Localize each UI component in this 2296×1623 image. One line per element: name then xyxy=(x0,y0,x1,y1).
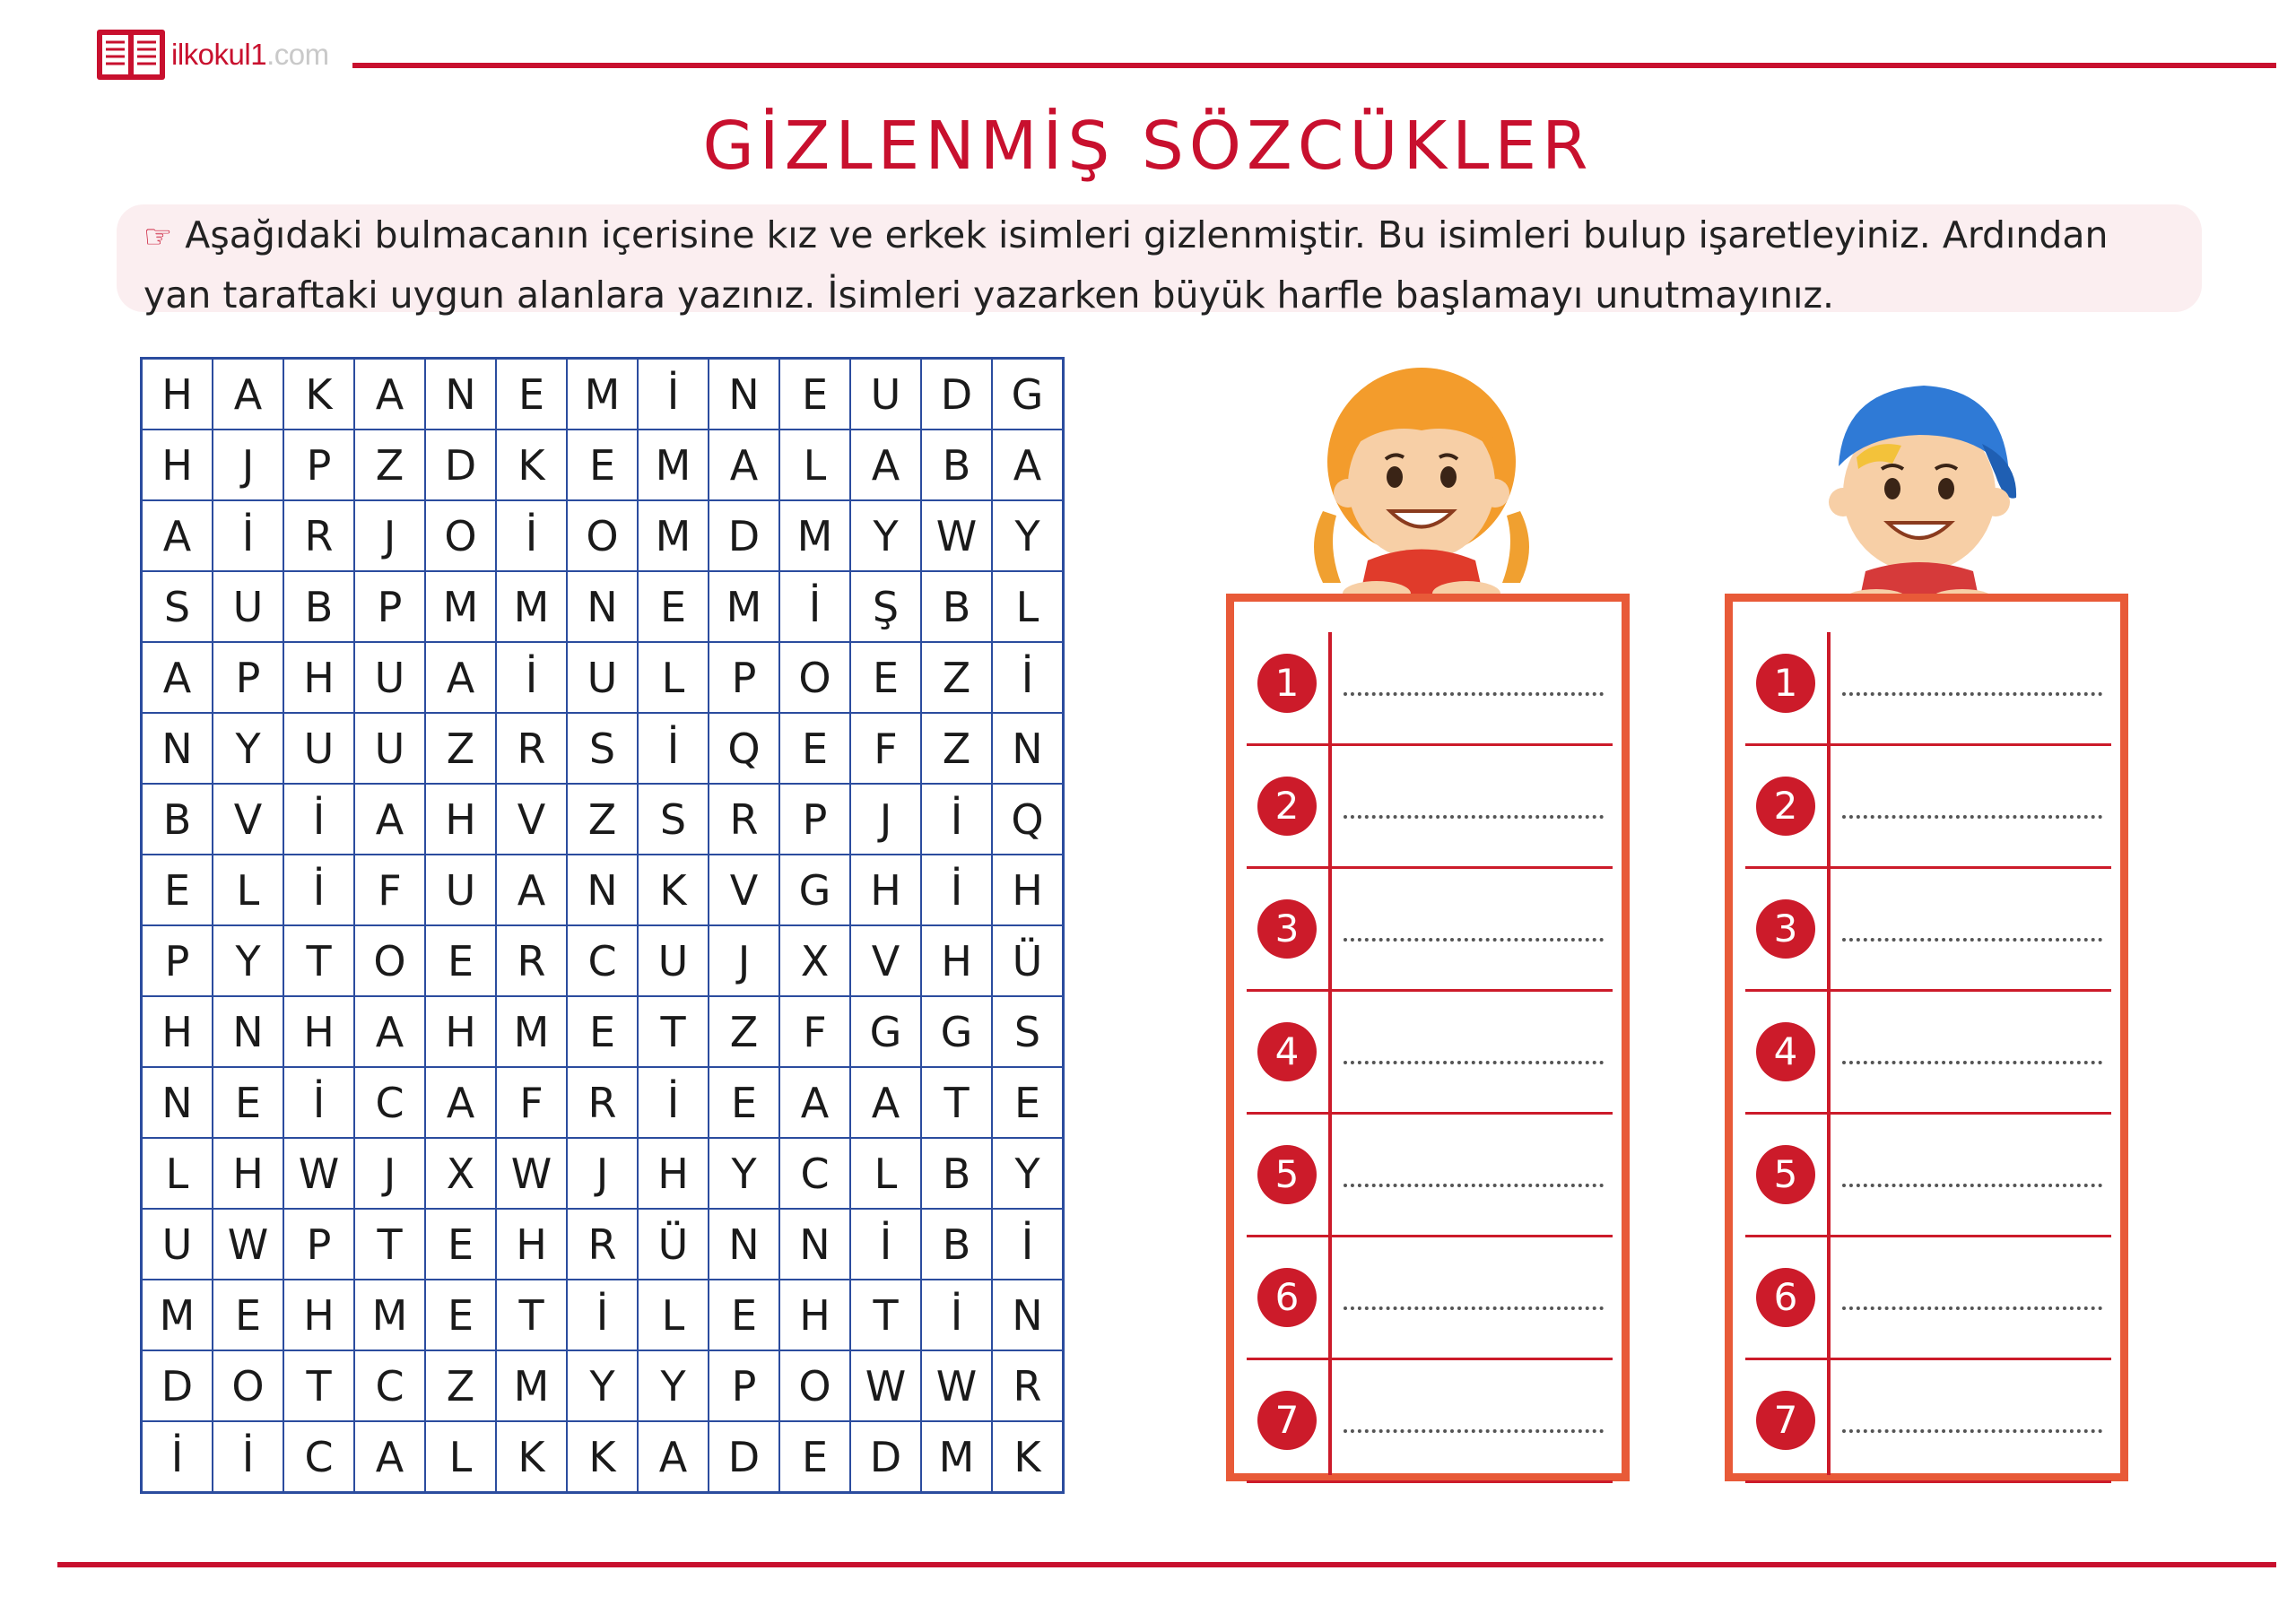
grid-cell[interactable]: U xyxy=(213,571,283,642)
grid-cell[interactable]: O xyxy=(567,500,638,571)
grid-cell[interactable]: Y xyxy=(567,1350,638,1421)
boy-answer-row xyxy=(1733,1115,2120,1237)
pointing-hand-icon: ☞ xyxy=(144,219,173,256)
grid-cell[interactable]: C xyxy=(354,1067,425,1138)
grid-cell[interactable]: K xyxy=(638,855,709,925)
grid-cell[interactable]: M xyxy=(496,1350,567,1421)
row-number-badge: 5 xyxy=(1756,1145,1815,1204)
girl-answer-row xyxy=(1234,870,1622,992)
grid-cell[interactable]: İ xyxy=(638,359,709,430)
row-number-badge: 7 xyxy=(1257,1391,1317,1450)
grid-cell[interactable]: İ xyxy=(142,1421,213,1493)
grid-cell[interactable]: P xyxy=(779,784,850,855)
grid-cell[interactable]: C xyxy=(567,925,638,996)
grid-cell[interactable]: O xyxy=(213,1350,283,1421)
grid-cell[interactable]: W xyxy=(283,1138,354,1209)
grid-cell[interactable]: R xyxy=(567,1209,638,1280)
boy-names-panel xyxy=(1725,594,2128,1481)
grid-cell[interactable]: B xyxy=(921,1138,992,1209)
grid-cell[interactable]: A xyxy=(425,642,496,713)
grid-cell[interactable]: L xyxy=(992,571,1064,642)
grid-cell[interactable]: L xyxy=(425,1421,496,1493)
grid-row xyxy=(142,855,1064,925)
grid-cell[interactable]: H xyxy=(283,642,354,713)
girl-answer-row xyxy=(1234,993,1622,1115)
grid-cell[interactable]: Ü xyxy=(638,1209,709,1280)
answer-blank[interactable] xyxy=(1842,692,2102,696)
grid-row xyxy=(142,571,1064,642)
row-number-badge: 3 xyxy=(1756,899,1815,959)
grid-cell[interactable]: J xyxy=(850,784,921,855)
grid-cell[interactable]: U xyxy=(283,713,354,784)
grid-cell[interactable]: İ xyxy=(496,642,567,713)
grid-cell[interactable]: V xyxy=(850,925,921,996)
girl-illustration xyxy=(1305,359,1538,601)
grid-cell[interactable]: M xyxy=(638,500,709,571)
grid-cell[interactable]: W xyxy=(213,1209,283,1280)
grid-cell[interactable]: N xyxy=(992,1280,1064,1350)
grid-cell[interactable]: A xyxy=(354,359,425,430)
answer-blank[interactable] xyxy=(1344,1061,1604,1064)
grid-cell[interactable]: H xyxy=(921,925,992,996)
grid-row xyxy=(142,430,1064,500)
grid-cell[interactable]: D xyxy=(425,430,496,500)
grid-cell[interactable]: H xyxy=(283,1280,354,1350)
grid-cell[interactable]: Y xyxy=(638,1350,709,1421)
logo-tld: .com xyxy=(266,38,329,71)
grid-cell[interactable]: G xyxy=(779,855,850,925)
grid-row xyxy=(142,1209,1064,1280)
grid-cell[interactable]: H xyxy=(142,430,213,500)
answer-blank[interactable] xyxy=(1842,1306,2102,1310)
grid-cell[interactable]: F xyxy=(496,1067,567,1138)
grid-cell[interactable]: J xyxy=(709,925,779,996)
grid-cell[interactable]: R xyxy=(709,784,779,855)
grid-cell[interactable]: İ xyxy=(921,1280,992,1350)
grid-cell[interactable]: Y xyxy=(213,713,283,784)
grid-cell[interactable]: Y xyxy=(992,500,1064,571)
row-separator xyxy=(1247,1112,1613,1115)
grid-cell[interactable]: N xyxy=(709,1209,779,1280)
grid-cell[interactable]: R xyxy=(496,713,567,784)
grid-row xyxy=(142,784,1064,855)
grid-cell[interactable]: T xyxy=(283,925,354,996)
grid-cell[interactable]: L xyxy=(142,1138,213,1209)
logo-text xyxy=(171,38,329,72)
grid-row xyxy=(142,996,1064,1067)
logo-brand: ilkokul1 xyxy=(171,38,267,71)
grid-cell[interactable]: A xyxy=(142,500,213,571)
grid-cell[interactable]: J xyxy=(354,500,425,571)
row-separator xyxy=(1247,989,1613,992)
grid-cell[interactable]: T xyxy=(638,996,709,1067)
grid-cell[interactable]: Q xyxy=(709,713,779,784)
grid-cell[interactable]: A xyxy=(354,784,425,855)
grid-cell[interactable]: İ xyxy=(992,642,1064,713)
row-number-badge: 3 xyxy=(1257,899,1317,959)
grid-cell[interactable]: E xyxy=(779,713,850,784)
row-number-badge: 6 xyxy=(1257,1268,1317,1327)
row-separator xyxy=(1745,989,2111,992)
grid-cell[interactable]: L xyxy=(213,855,283,925)
grid-row xyxy=(142,642,1064,713)
grid-cell[interactable]: E xyxy=(779,1421,850,1493)
grid-row xyxy=(142,1280,1064,1350)
girl-answer-row xyxy=(1234,1361,1622,1483)
grid-cell[interactable]: C xyxy=(354,1350,425,1421)
grid-row xyxy=(142,1138,1064,1209)
answer-blank[interactable] xyxy=(1842,815,2102,819)
boy-answer-row xyxy=(1733,1361,2120,1483)
grid-cell[interactable]: N xyxy=(779,1209,850,1280)
grid-cell[interactable]: N xyxy=(567,571,638,642)
grid-cell[interactable]: H xyxy=(425,784,496,855)
grid-cell[interactable]: P xyxy=(709,1350,779,1421)
grid-cell[interactable]: A xyxy=(496,855,567,925)
row-number-badge: 6 xyxy=(1756,1268,1815,1327)
row-separator xyxy=(1745,866,2111,869)
grid-cell[interactable]: İ xyxy=(283,855,354,925)
grid-row xyxy=(142,1350,1064,1421)
site-logo[interactable] xyxy=(94,23,354,86)
grid-cell[interactable]: T xyxy=(921,1067,992,1138)
grid-cell[interactable]: B xyxy=(921,1209,992,1280)
grid-cell[interactable]: R xyxy=(992,1350,1064,1421)
grid-cell[interactable]: H xyxy=(992,855,1064,925)
grid-cell[interactable]: V xyxy=(496,784,567,855)
grid-cell[interactable]: A xyxy=(354,996,425,1067)
grid-cell[interactable]: U xyxy=(567,642,638,713)
grid-cell[interactable]: İ xyxy=(850,1209,921,1280)
answer-blank[interactable] xyxy=(1842,1061,2102,1064)
grid-row xyxy=(142,500,1064,571)
grid-cell[interactable]: J xyxy=(213,430,283,500)
grid-cell[interactable]: M xyxy=(567,359,638,430)
grid-cell[interactable]: S xyxy=(567,713,638,784)
grid-cell[interactable]: S xyxy=(142,571,213,642)
grid-cell[interactable]: İ xyxy=(213,500,283,571)
grid-cell[interactable]: Z xyxy=(425,713,496,784)
grid-cell[interactable]: T xyxy=(283,1350,354,1421)
answer-blank[interactable] xyxy=(1842,1429,2102,1433)
grid-row xyxy=(142,1067,1064,1138)
grid-cell[interactable]: E xyxy=(213,1280,283,1350)
grid-cell[interactable]: A xyxy=(992,430,1064,500)
top-divider xyxy=(352,63,2276,68)
grid-cell[interactable]: F xyxy=(354,855,425,925)
grid-cell[interactable]: L xyxy=(779,430,850,500)
boy-answer-row xyxy=(1733,624,2120,746)
answer-blank[interactable] xyxy=(1344,1184,1604,1187)
grid-cell[interactable]: A xyxy=(709,430,779,500)
grid-cell[interactable]: P xyxy=(709,642,779,713)
grid-cell[interactable]: M xyxy=(496,571,567,642)
grid-cell[interactable]: K xyxy=(496,1421,567,1493)
girl-names-panel xyxy=(1226,594,1630,1481)
grid-cell[interactable]: G xyxy=(992,359,1064,430)
row-number-badge: 7 xyxy=(1756,1391,1815,1450)
grid-cell[interactable]: E xyxy=(425,1280,496,1350)
grid-cell[interactable]: L xyxy=(850,1138,921,1209)
row-number-badge: 4 xyxy=(1257,1022,1317,1081)
grid-cell[interactable]: R xyxy=(496,925,567,996)
row-separator xyxy=(1247,1480,1613,1483)
grid-cell[interactable]: V xyxy=(213,784,283,855)
grid-cell[interactable]: N xyxy=(142,713,213,784)
grid-cell[interactable]: T xyxy=(496,1280,567,1350)
grid-cell[interactable]: J xyxy=(567,1138,638,1209)
answer-blank[interactable] xyxy=(1344,815,1604,819)
bottom-divider xyxy=(57,1562,2276,1567)
grid-cell[interactable]: K xyxy=(992,1421,1064,1493)
grid-cell[interactable]: N xyxy=(213,996,283,1067)
row-separator xyxy=(1745,743,2111,746)
grid-cell[interactable]: K xyxy=(283,359,354,430)
grid-cell[interactable]: S xyxy=(638,784,709,855)
grid-cell[interactable]: A xyxy=(213,359,283,430)
grid-cell[interactable]: F xyxy=(779,996,850,1067)
row-separator xyxy=(1745,1112,2111,1115)
grid-cell[interactable]: M xyxy=(425,571,496,642)
answer-blank[interactable] xyxy=(1842,938,2102,942)
answer-blank[interactable] xyxy=(1842,1184,2102,1187)
grid-cell[interactable]: E xyxy=(850,642,921,713)
row-number-badge: 2 xyxy=(1756,777,1815,836)
grid-cell[interactable]: P xyxy=(283,1209,354,1280)
grid-cell[interactable]: A xyxy=(850,1067,921,1138)
grid-cell[interactable]: E xyxy=(709,1280,779,1350)
grid-cell[interactable]: T xyxy=(354,1209,425,1280)
grid-cell[interactable]: A xyxy=(638,1421,709,1493)
row-separator xyxy=(1745,1358,2111,1360)
grid-cell[interactable]: Z xyxy=(425,1350,496,1421)
word-search-grid[interactable] xyxy=(140,357,1065,1494)
grid-cell[interactable]: Z xyxy=(921,713,992,784)
row-number-badge: 4 xyxy=(1756,1022,1815,1081)
grid-cell[interactable]: U xyxy=(354,642,425,713)
boy-answer-row xyxy=(1733,870,2120,992)
grid-cell[interactable]: P xyxy=(354,571,425,642)
grid-cell[interactable]: B xyxy=(921,571,992,642)
grid-cell[interactable]: Z xyxy=(567,784,638,855)
grid-cell[interactable]: R xyxy=(283,500,354,571)
grid-cell[interactable]: X xyxy=(779,925,850,996)
grid-cell[interactable]: E xyxy=(567,996,638,1067)
answer-blank[interactable] xyxy=(1344,1429,1604,1433)
grid-cell[interactable]: İ xyxy=(779,571,850,642)
grid-cell[interactable]: V xyxy=(709,855,779,925)
grid-cell[interactable]: Z xyxy=(921,642,992,713)
row-separator xyxy=(1745,1480,2111,1483)
row-number-badge: 1 xyxy=(1257,654,1317,713)
grid-cell[interactable]: K xyxy=(496,430,567,500)
grid-cell[interactable]: O xyxy=(354,925,425,996)
grid-cell[interactable]: H xyxy=(638,1138,709,1209)
grid-cell[interactable]: E xyxy=(779,359,850,430)
grid-cell[interactable]: N xyxy=(142,1067,213,1138)
grid-cell[interactable]: Y xyxy=(709,1138,779,1209)
grid-cell[interactable]: D xyxy=(709,500,779,571)
grid-cell[interactable]: B xyxy=(283,571,354,642)
grid-cell[interactable]: C xyxy=(779,1138,850,1209)
grid-cell[interactable]: G xyxy=(921,996,992,1067)
page-title: GİZLENMİŞ SÖZCÜKLER xyxy=(702,108,1594,185)
grid-cell[interactable]: M xyxy=(142,1280,213,1350)
grid-cell[interactable]: W xyxy=(850,1350,921,1421)
boy-answer-row xyxy=(1733,747,2120,869)
grid-cell[interactable]: İ xyxy=(992,1209,1064,1280)
grid-cell[interactable]: A xyxy=(425,1067,496,1138)
grid-cell[interactable]: T xyxy=(850,1280,921,1350)
grid-cell[interactable]: E xyxy=(425,925,496,996)
row-number-badge: 2 xyxy=(1257,777,1317,836)
grid-cell[interactable]: İ xyxy=(496,500,567,571)
grid-cell[interactable]: H xyxy=(213,1138,283,1209)
grid-cell[interactable]: B xyxy=(142,784,213,855)
grid-cell[interactable]: E xyxy=(638,571,709,642)
grid-row xyxy=(142,359,1064,430)
grid-cell[interactable]: İ xyxy=(921,855,992,925)
grid-cell[interactable]: E xyxy=(992,1067,1064,1138)
grid-cell[interactable]: O xyxy=(779,1350,850,1421)
row-separator xyxy=(1247,866,1613,869)
grid-cell[interactable]: Y xyxy=(850,500,921,571)
grid-cell[interactable]: H xyxy=(142,359,213,430)
grid-cell[interactable]: A xyxy=(850,430,921,500)
row-number-badge: 1 xyxy=(1756,654,1815,713)
grid-cell[interactable]: X xyxy=(425,1138,496,1209)
grid-cell[interactable]: A xyxy=(142,642,213,713)
grid-cell[interactable]: Ü xyxy=(992,925,1064,996)
boy-illustration xyxy=(1803,363,2036,605)
grid-cell[interactable]: A xyxy=(354,1421,425,1493)
grid-cell[interactable]: N xyxy=(709,359,779,430)
grid-row xyxy=(142,713,1064,784)
grid-cell[interactable]: D xyxy=(709,1421,779,1493)
grid-cell[interactable]: B xyxy=(921,430,992,500)
grid-cell[interactable]: İ xyxy=(567,1280,638,1350)
row-separator xyxy=(1745,1235,2111,1237)
answer-blank[interactable] xyxy=(1344,692,1604,696)
grid-cell[interactable]: H xyxy=(425,996,496,1067)
grid-cell[interactable]: H xyxy=(496,1209,567,1280)
grid-cell[interactable]: C xyxy=(283,1421,354,1493)
grid-cell[interactable]: İ xyxy=(213,1421,283,1493)
grid-cell[interactable]: W xyxy=(496,1138,567,1209)
grid-cell[interactable]: R xyxy=(567,1067,638,1138)
grid-cell[interactable]: U xyxy=(850,359,921,430)
grid-cell[interactable]: K xyxy=(567,1421,638,1493)
grid-cell[interactable]: M xyxy=(921,1421,992,1493)
grid-cell[interactable]: İ xyxy=(283,1067,354,1138)
instruction-box xyxy=(117,204,2202,317)
grid-cell[interactable]: P xyxy=(213,642,283,713)
grid-cell[interactable]: M xyxy=(709,571,779,642)
grid-cell[interactable]: N xyxy=(567,855,638,925)
grid-cell[interactable]: D xyxy=(921,359,992,430)
grid-cell[interactable]: W xyxy=(921,500,992,571)
grid-cell[interactable]: S xyxy=(992,996,1064,1067)
row-separator xyxy=(1247,1358,1613,1360)
grid-cell[interactable]: M xyxy=(779,500,850,571)
grid-cell[interactable]: E xyxy=(142,855,213,925)
row-number-badge: 5 xyxy=(1257,1145,1317,1204)
grid-cell[interactable]: D xyxy=(142,1350,213,1421)
book-logo-icon xyxy=(94,27,168,82)
grid-cell[interactable]: L xyxy=(638,642,709,713)
grid-cell[interactable]: F xyxy=(850,713,921,784)
grid-cell[interactable]: J xyxy=(354,1138,425,1209)
grid-cell[interactable]: İ xyxy=(921,784,992,855)
boy-answer-row xyxy=(1733,993,2120,1115)
answer-blank[interactable] xyxy=(1344,938,1604,942)
grid-cell[interactable]: E xyxy=(213,1067,283,1138)
grid-cell[interactable]: İ xyxy=(638,713,709,784)
grid-cell[interactable]: H xyxy=(779,1280,850,1350)
grid-cell[interactable]: Z xyxy=(354,430,425,500)
grid-cell[interactable]: D xyxy=(850,1421,921,1493)
grid-cell[interactable]: Y xyxy=(213,925,283,996)
grid-cell[interactable]: Q xyxy=(992,784,1064,855)
grid-cell[interactable]: N xyxy=(425,359,496,430)
grid-cell[interactable]: E xyxy=(425,1209,496,1280)
grid-cell[interactable]: H xyxy=(142,996,213,1067)
grid-cell[interactable]: İ xyxy=(283,784,354,855)
grid-cell[interactable]: E xyxy=(709,1067,779,1138)
grid-cell[interactable]: E xyxy=(496,359,567,430)
grid-cell[interactable]: U xyxy=(142,1209,213,1280)
grid-cell[interactable]: M xyxy=(638,430,709,500)
grid-cell[interactable]: A xyxy=(779,1067,850,1138)
grid-cell[interactable]: E xyxy=(567,430,638,500)
grid-row xyxy=(142,1421,1064,1493)
grid-cell[interactable]: U xyxy=(354,713,425,784)
grid-row xyxy=(142,925,1064,996)
grid-cell[interactable]: O xyxy=(779,642,850,713)
grid-cell[interactable]: Z xyxy=(709,996,779,1067)
grid-cell[interactable]: İ xyxy=(638,1067,709,1138)
grid-cell[interactable]: H xyxy=(850,855,921,925)
grid-cell[interactable]: Y xyxy=(992,1138,1064,1209)
grid-cell[interactable]: P xyxy=(283,430,354,500)
grid-cell[interactable]: U xyxy=(638,925,709,996)
grid-cell[interactable]: W xyxy=(921,1350,992,1421)
girl-answer-row xyxy=(1234,747,1622,869)
grid-cell[interactable]: Ş xyxy=(850,571,921,642)
grid-cell[interactable]: H xyxy=(283,996,354,1067)
grid-cell[interactable]: M xyxy=(354,1280,425,1350)
instruction-text: Aşağıdaki bulmacanın içerisine kız ve erkek isimleri gizlenmiştir. Bu isimleri bulup işaretleyiniz. Ardından yan taraftaki uygun alanlara yazınız. İsimleri yazarken büyük harfle başlamayı unutmayınız. xyxy=(144,213,2109,317)
grid-cell[interactable]: L xyxy=(638,1280,709,1350)
girl-answer-row xyxy=(1234,624,1622,746)
grid-cell[interactable]: P xyxy=(142,925,213,996)
boy-answer-row xyxy=(1733,1238,2120,1360)
grid-cell[interactable]: G xyxy=(850,996,921,1067)
grid-cell[interactable]: O xyxy=(425,500,496,571)
row-separator xyxy=(1247,1235,1613,1237)
girl-answer-row xyxy=(1234,1115,1622,1237)
grid-cell[interactable]: U xyxy=(425,855,496,925)
girl-answer-row xyxy=(1234,1238,1622,1360)
grid-cell[interactable]: N xyxy=(992,713,1064,784)
answer-blank[interactable] xyxy=(1344,1306,1604,1310)
row-separator xyxy=(1247,743,1613,746)
grid-cell[interactable]: M xyxy=(496,996,567,1067)
